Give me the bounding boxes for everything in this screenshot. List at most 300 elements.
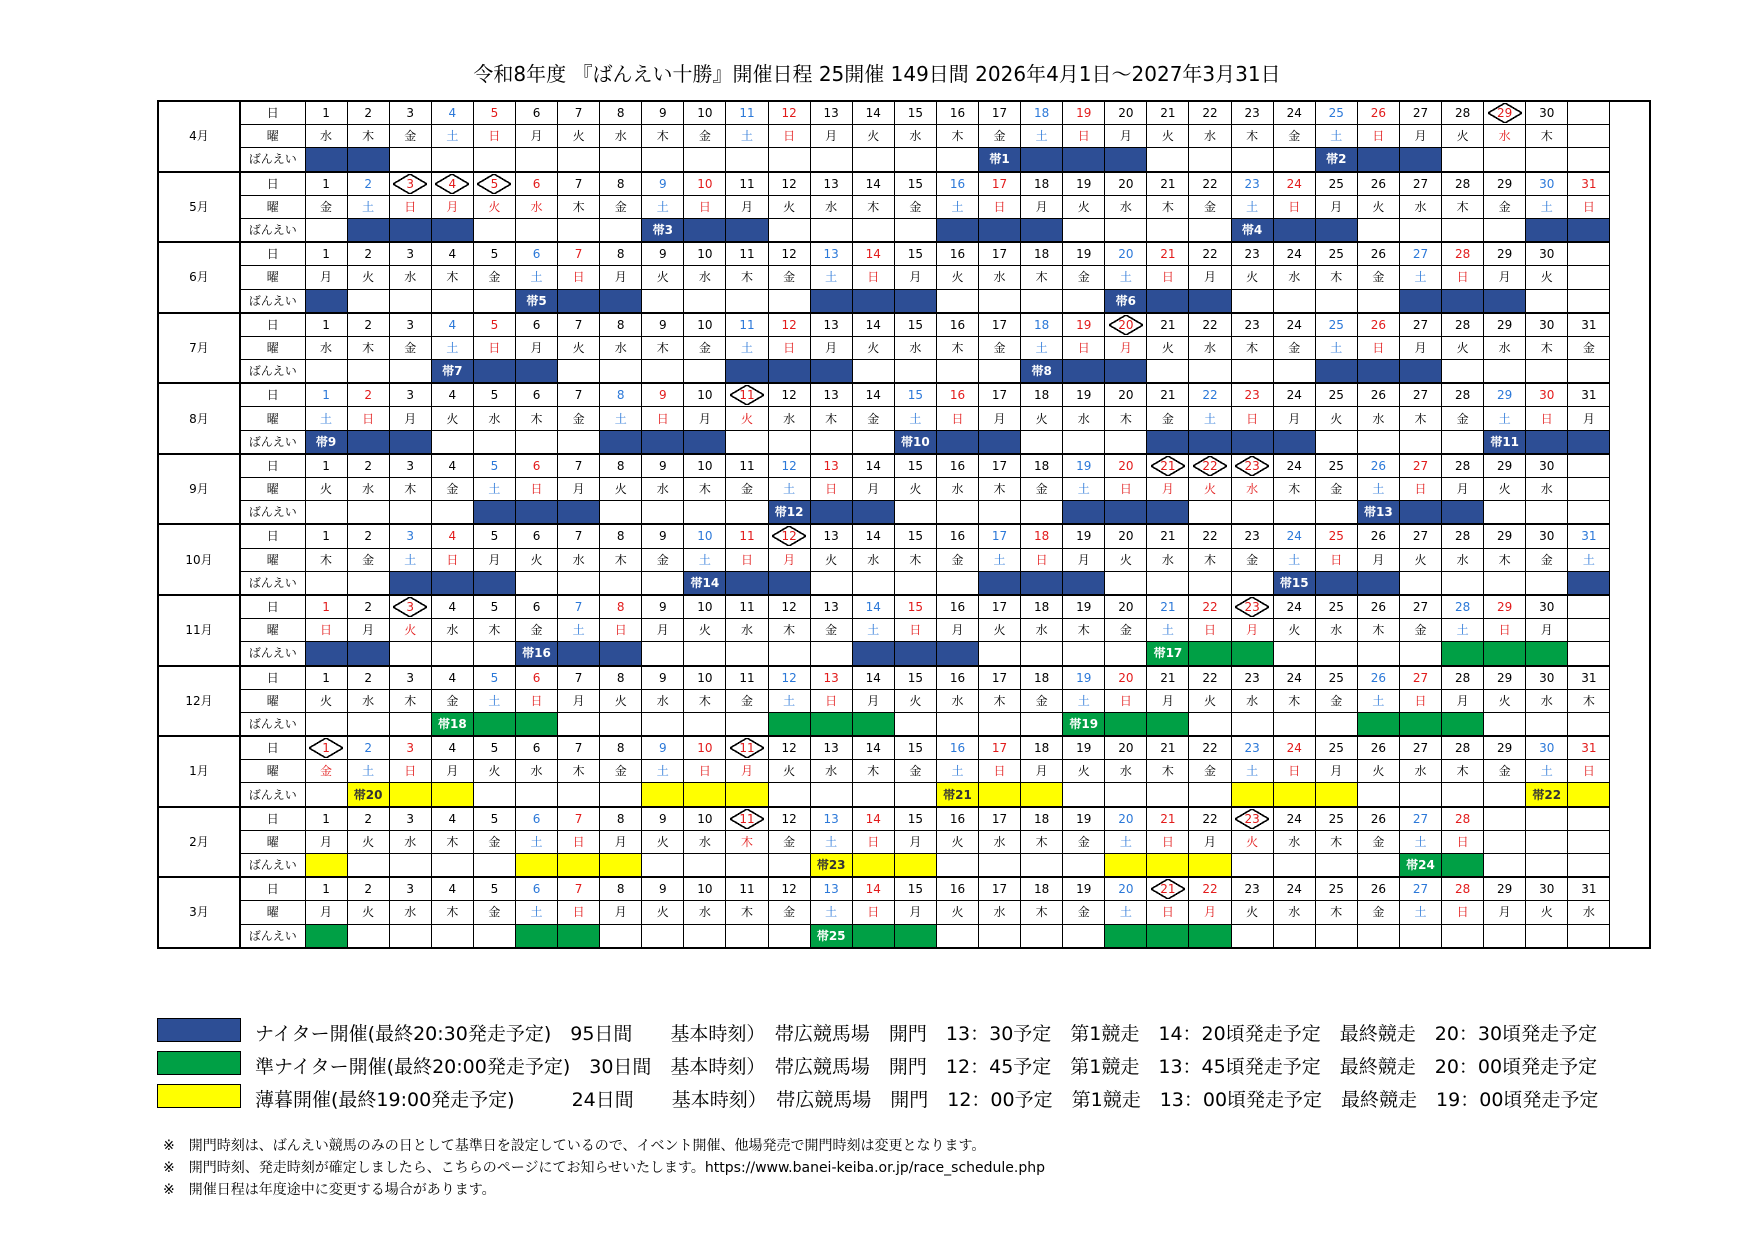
day-number: 13 — [810, 736, 852, 760]
day-number: 25 — [1315, 595, 1357, 619]
day-number — [1526, 807, 1568, 831]
day-number — [1484, 807, 1526, 831]
banei-row-label: ばんえい — [240, 571, 305, 595]
day-number: 30 — [1526, 454, 1568, 478]
race-day-cell — [852, 712, 894, 736]
race-day-cell — [1568, 360, 1610, 384]
race-day-cell — [515, 501, 557, 525]
weekday-cell: 月 — [1063, 548, 1105, 571]
day-number: 31 — [1568, 313, 1610, 337]
race-day-cell: 帯14 — [684, 571, 726, 595]
race-day-cell — [1021, 854, 1063, 878]
holiday-diamond-icon: 21 — [1151, 879, 1185, 899]
weekday-cell: 金 — [768, 830, 810, 853]
weekday-cell: 火 — [684, 619, 726, 642]
weekday-cell: 火 — [768, 195, 810, 218]
month-label: 9月 — [158, 454, 240, 525]
weekday-cell: 土 — [431, 336, 473, 359]
legend-semi-night-text: 準ナイター開催(最終20:00発走予定) 30日間 基本時刻） 帯広競馬場 開門 12：45予定 第1競走 13：45頃発走予定 最終競走 20：00頃発走予定 — [255, 1056, 1598, 1078]
day-number: 8 — [600, 101, 642, 125]
race-day-cell — [1189, 924, 1231, 948]
weekday-cell: 金 — [1357, 266, 1399, 289]
day-number: 7 — [558, 313, 600, 337]
weekday-cell: 日 — [1105, 689, 1147, 712]
weekday-cell: 日 — [1484, 619, 1526, 642]
day-number: 22 — [1189, 666, 1231, 690]
day-number: 30 — [1526, 524, 1568, 548]
race-day-cell: 帯23 — [810, 854, 852, 878]
race-day-cell — [1315, 854, 1357, 878]
weekday-cell: 日 — [515, 478, 557, 501]
weekday-cell: 木 — [810, 407, 852, 430]
day-row-label: 日 — [240, 666, 305, 690]
day-row-label: 日 — [240, 313, 305, 337]
holiday-diamond-icon: 23 — [1235, 809, 1269, 829]
day-number: 9 — [642, 313, 684, 337]
day-number: 23 — [1231, 101, 1273, 125]
weekday-cell: 月 — [979, 407, 1021, 430]
day-number: 20 — [1105, 524, 1147, 548]
race-day-cell — [1526, 854, 1568, 878]
legend-twilight-text: 薄暮開催(最終19:00発走予定) 24日間 基本時刻） 帯広競馬場 開門 12：00予定 第1競走 13：00頃発走予定 最終競走 19：00頃発走予定 — [255, 1089, 1599, 1111]
day-number: 11 — [726, 242, 768, 266]
race-day-cell — [1231, 712, 1273, 736]
race-day-cell — [1105, 712, 1147, 736]
weekday-cell: 木 — [1568, 689, 1610, 712]
day-number — [1568, 242, 1610, 266]
weekday-cell: 金 — [1442, 407, 1484, 430]
weekday-cell: 木 — [979, 689, 1021, 712]
day-number: 8 — [600, 595, 642, 619]
day-number: 20 — [1105, 242, 1147, 266]
weekday-cell: 火 — [894, 478, 936, 501]
race-day-cell — [389, 712, 431, 736]
race-day-cell — [1231, 501, 1273, 525]
race-day-cell — [1484, 218, 1526, 242]
race-day-cell — [768, 854, 810, 878]
day-number: 25 — [1315, 242, 1357, 266]
weekday-cell: 木 — [642, 125, 684, 148]
day-number: 5 — [473, 383, 515, 407]
race-day-cell — [600, 783, 642, 807]
weekday-cell: 金 — [305, 760, 347, 783]
weekday-cell: 月 — [558, 478, 600, 501]
race-day-cell — [1021, 712, 1063, 736]
weekday-cell: 月 — [1021, 195, 1063, 218]
weekday-cell: 火 — [1189, 478, 1231, 501]
race-day-cell — [1147, 218, 1189, 242]
weekday-cell: 水 — [1189, 125, 1231, 148]
day-number: 23 — [1231, 172, 1273, 196]
weekday-cell: 月 — [726, 760, 768, 783]
race-day-cell: 帯20 — [347, 783, 389, 807]
day-number: 14 — [852, 877, 894, 901]
race-day-cell — [684, 218, 726, 242]
weekday-cell: 土 — [1147, 619, 1189, 642]
race-day-cell — [642, 642, 684, 666]
race-day-cell — [1273, 783, 1315, 807]
day-number: 5 — [473, 101, 515, 125]
race-day-cell — [600, 712, 642, 736]
day-number: 10 — [684, 877, 726, 901]
weekday-cell: 金 — [979, 336, 1021, 359]
race-day-cell — [1315, 289, 1357, 313]
day-number: 11 — [726, 877, 768, 901]
day-number: 12 — [768, 313, 810, 337]
weekday-cell: 水 — [1568, 901, 1610, 924]
weekday-cell: 土 — [936, 760, 978, 783]
weekday-cell: 月 — [389, 407, 431, 430]
race-day-cell — [1147, 854, 1189, 878]
weekday-cell: 日 — [1231, 407, 1273, 430]
race-day-cell — [1442, 854, 1484, 878]
day-number: 17 — [979, 666, 1021, 690]
race-day-cell: 帯7 — [431, 360, 473, 384]
race-day-cell — [936, 642, 978, 666]
race-day-cell — [768, 924, 810, 948]
day-row-label: 日 — [240, 736, 305, 760]
weekday-cell: 水 — [1399, 760, 1441, 783]
day-number: 29 — [1484, 736, 1526, 760]
race-day-cell — [642, 712, 684, 736]
day-number: 6 — [515, 454, 557, 478]
weekday-cell: 月 — [1442, 689, 1484, 712]
holiday-diamond-icon: 23 — [1235, 456, 1269, 476]
weekday-cell: 土 — [431, 125, 473, 148]
weekday-cell: 月 — [558, 689, 600, 712]
day-number: 12 — [768, 172, 810, 196]
month-label: 7月 — [158, 313, 240, 384]
race-day-cell — [600, 218, 642, 242]
weekday-cell: 火 — [852, 336, 894, 359]
day-number: 10 — [684, 524, 726, 548]
weekday-cell: 土 — [1063, 689, 1105, 712]
month-label: 1月 — [158, 736, 240, 807]
race-day-cell — [979, 218, 1021, 242]
race-day-cell: 帯2 — [1315, 148, 1357, 172]
race-day-cell — [389, 430, 431, 454]
day-number: 30 — [1526, 313, 1568, 337]
day-number — [1568, 454, 1610, 478]
day-row-label: 日 — [240, 595, 305, 619]
day-number: 30 — [1526, 595, 1568, 619]
race-day-cell — [726, 360, 768, 384]
weekday-cell: 土 — [684, 548, 726, 571]
race-day-cell — [1568, 218, 1610, 242]
weekday-cell: 金 — [473, 901, 515, 924]
day-number: 14 — [852, 524, 894, 548]
race-day-cell — [979, 642, 1021, 666]
race-day-cell — [726, 289, 768, 313]
race-day-cell — [473, 571, 515, 595]
race-day-cell — [558, 642, 600, 666]
day-number: 3 — [389, 877, 431, 901]
day-number: 2 — [347, 736, 389, 760]
day-number: 15 — [894, 454, 936, 478]
race-day-cell — [558, 360, 600, 384]
weekday-cell: 月 — [600, 830, 642, 853]
race-day-cell — [894, 148, 936, 172]
weekday-cell: 月 — [684, 407, 726, 430]
holiday-diamond-icon: 21 — [1151, 456, 1185, 476]
weekday-cell: 月 — [1484, 901, 1526, 924]
weekday-cell: 木 — [936, 336, 978, 359]
race-day-cell — [768, 712, 810, 736]
race-day-cell: 帯12 — [768, 501, 810, 525]
weekday-cell: 水 — [1231, 478, 1273, 501]
weekday-cell: 木 — [726, 830, 768, 853]
day-number: 17 — [979, 595, 1021, 619]
race-day-cell — [979, 289, 1021, 313]
weekday-cell: 金 — [1189, 195, 1231, 218]
race-day-cell — [852, 924, 894, 948]
weekday-cell: 月 — [1021, 760, 1063, 783]
weekday-cell: 土 — [768, 478, 810, 501]
race-day-cell — [1315, 924, 1357, 948]
race-day-cell: 帯13 — [1357, 501, 1399, 525]
day-number: 13 — [810, 172, 852, 196]
race-day-cell — [473, 501, 515, 525]
weekday-cell: 日 — [768, 125, 810, 148]
weekday-cell: 金 — [768, 901, 810, 924]
weekday-cell: 月 — [305, 901, 347, 924]
day-number: 3 — [389, 524, 431, 548]
day-number: 15 — [894, 736, 936, 760]
race-day-cell — [558, 289, 600, 313]
weekday-cell: 火 — [389, 619, 431, 642]
day-number: 1 — [305, 877, 347, 901]
holiday-diamond-icon: 11 — [730, 385, 764, 405]
holiday-diamond-icon: 3 — [393, 597, 427, 617]
day-number: 29 — [1484, 595, 1526, 619]
day-number: 31 — [1568, 666, 1610, 690]
weekday-cell: 水 — [894, 336, 936, 359]
race-day-cell — [515, 854, 557, 878]
day-number: 17 — [979, 383, 1021, 407]
weekday-cell: 水 — [558, 548, 600, 571]
day-number: 9 — [642, 101, 684, 125]
weekday-cell: 土 — [1189, 407, 1231, 430]
legend-night-swatch — [157, 1018, 241, 1042]
race-day-cell: 帯10 — [894, 430, 936, 454]
weekday-cell: 火 — [1231, 830, 1273, 853]
weekday-cell: 火 — [431, 407, 473, 430]
race-day-cell — [1568, 501, 1610, 525]
race-day-cell — [515, 148, 557, 172]
race-day-cell — [1526, 148, 1568, 172]
day-number: 16 — [936, 101, 978, 125]
weekday-cell: 火 — [515, 548, 557, 571]
race-day-cell — [1063, 642, 1105, 666]
weekday-cell: 水 — [1147, 548, 1189, 571]
race-day-cell — [642, 148, 684, 172]
race-day-cell — [1189, 854, 1231, 878]
weekday-cell: 金 — [389, 336, 431, 359]
day-number: 26 — [1357, 242, 1399, 266]
weekday-cell: 月 — [600, 266, 642, 289]
race-day-cell — [852, 218, 894, 242]
weekday-cell: 木 — [1189, 548, 1231, 571]
weekday-cell: 水 — [768, 407, 810, 430]
page-title: 令和8年度 『ばんえい十勝』開催日程 25開催 149日間 2026年4月1日～2027年3月31日 — [473, 62, 1281, 86]
weekday-cell: 月 — [515, 336, 557, 359]
day-number: 3 — [389, 242, 431, 266]
race-day-cell — [1021, 924, 1063, 948]
weekday-cell: 火 — [768, 760, 810, 783]
day-number: 1 — [305, 807, 347, 831]
race-day-cell — [894, 642, 936, 666]
legend-semi-night — [157, 1051, 1754, 1078]
weekday-cell: 土 — [768, 689, 810, 712]
weekday-cell: 火 — [642, 266, 684, 289]
weekday-cell: 土 — [515, 830, 557, 853]
race-day-cell — [726, 924, 768, 948]
day-number: 1 — [305, 313, 347, 337]
race-day-cell: 帯11 — [1484, 430, 1526, 454]
month-label: 3月 — [158, 877, 240, 948]
race-day-cell — [1147, 148, 1189, 172]
race-day-cell — [1399, 289, 1441, 313]
banei-row-label: ばんえい — [240, 360, 305, 384]
race-day-cell — [936, 571, 978, 595]
holiday-diamond-icon: 5 — [477, 174, 511, 194]
race-day-cell — [1315, 501, 1357, 525]
race-day-cell — [684, 289, 726, 313]
weekday-row-label: 曜 — [240, 195, 305, 218]
weekday-cell: 木 — [936, 125, 978, 148]
weekday-cell — [1568, 125, 1610, 148]
weekday-cell: 火 — [558, 336, 600, 359]
day-number: 15 — [894, 242, 936, 266]
day-number: 13 — [810, 383, 852, 407]
weekday-cell: 火 — [305, 689, 347, 712]
day-number: 5 — [473, 736, 515, 760]
race-day-cell — [768, 642, 810, 666]
weekday-cell: 金 — [1021, 689, 1063, 712]
race-day-cell — [936, 430, 978, 454]
race-day-cell — [1357, 430, 1399, 454]
day-number: 7 — [558, 595, 600, 619]
day-number: 16 — [936, 313, 978, 337]
banei-row-label: ばんえい — [240, 218, 305, 242]
day-number: 7 — [558, 383, 600, 407]
race-day-cell — [1484, 854, 1526, 878]
weekday-cell: 月 — [600, 901, 642, 924]
weekday-cell: 日 — [1147, 830, 1189, 853]
race-day-cell — [852, 360, 894, 384]
weekday-cell: 金 — [1357, 830, 1399, 853]
race-day-cell — [1399, 148, 1441, 172]
race-day-cell — [473, 642, 515, 666]
race-day-cell — [1442, 289, 1484, 313]
day-number: 28 — [1442, 172, 1484, 196]
weekday-cell: 日 — [431, 548, 473, 571]
weekday-cell: 金 — [473, 830, 515, 853]
race-day-cell — [852, 289, 894, 313]
weekday-cell: 木 — [1231, 336, 1273, 359]
day-row-label: 日 — [240, 877, 305, 901]
day-number: 5 — [473, 454, 515, 478]
day-number: 27 — [1399, 242, 1441, 266]
day-number — [768, 524, 810, 548]
day-number — [1189, 454, 1231, 478]
footnote: ※ 開催日程は年度途中に変更する場合があります。 — [163, 1182, 496, 1198]
day-number: 8 — [600, 313, 642, 337]
schedule-calendar-table — [157, 100, 1651, 949]
weekday-cell: 水 — [1315, 619, 1357, 642]
race-day-cell — [1399, 430, 1441, 454]
day-number: 13 — [810, 101, 852, 125]
day-number: 5 — [473, 313, 515, 337]
weekday-cell: 水 — [1484, 336, 1526, 359]
weekday-cell — [1568, 266, 1610, 289]
race-day-cell — [894, 360, 936, 384]
weekday-cell: 木 — [684, 478, 726, 501]
race-day-cell — [1399, 218, 1441, 242]
weekday-cell: 日 — [515, 689, 557, 712]
race-day-cell: 帯16 — [515, 642, 557, 666]
race-day-cell — [558, 783, 600, 807]
weekday-cell: 木 — [894, 548, 936, 571]
legend-night-text: ナイター開催(最終20:30発走予定) 95日間 基本時刻） 帯広競馬場 開門 13：30予定 第1競走 14：20頃発走予定 最終競走 20：30頃発走予定 — [255, 1023, 1598, 1045]
race-day-cell: 帯17 — [1147, 642, 1189, 666]
weekday-cell: 火 — [473, 760, 515, 783]
race-day-cell — [726, 854, 768, 878]
day-number: 17 — [979, 807, 1021, 831]
weekday-cell: 木 — [1105, 407, 1147, 430]
day-number: 17 — [979, 454, 1021, 478]
weekday-cell: 土 — [852, 619, 894, 642]
race-day-cell — [936, 712, 978, 736]
weekday-cell: 木 — [642, 336, 684, 359]
weekday-cell: 金 — [1273, 125, 1315, 148]
weekday-cell: 木 — [347, 125, 389, 148]
race-day-cell — [1484, 924, 1526, 948]
day-number: 20 — [1105, 736, 1147, 760]
race-day-cell: 帯22 — [1526, 783, 1568, 807]
day-number: 13 — [810, 524, 852, 548]
race-day-cell — [431, 783, 473, 807]
weekday-cell: 火 — [1231, 266, 1273, 289]
weekday-cell: 土 — [515, 266, 557, 289]
banei-row-label: ばんえい — [240, 642, 305, 666]
race-day-cell — [979, 924, 1021, 948]
day-number: 23 — [1231, 666, 1273, 690]
race-day-cell — [600, 924, 642, 948]
weekday-cell: 月 — [1105, 336, 1147, 359]
race-day-cell — [1357, 289, 1399, 313]
weekday-cell: 金 — [1399, 619, 1441, 642]
day-number: 24 — [1273, 172, 1315, 196]
weekday-cell: 木 — [558, 195, 600, 218]
day-number: 17 — [979, 313, 1021, 337]
day-number — [1568, 101, 1610, 125]
holiday-diamond-icon: 23 — [1235, 597, 1269, 617]
weekday-cell: 日 — [810, 478, 852, 501]
race-day-cell — [1105, 783, 1147, 807]
weekday-cell: 日 — [347, 407, 389, 430]
weekday-cell: 木 — [1147, 760, 1189, 783]
weekday-cell: 土 — [1273, 548, 1315, 571]
race-day-cell — [684, 924, 726, 948]
weekday-cell: 土 — [642, 760, 684, 783]
race-day-cell — [1568, 148, 1610, 172]
day-number: 29 — [1484, 242, 1526, 266]
weekday-row-label: 曜 — [240, 689, 305, 712]
race-day-cell — [1357, 148, 1399, 172]
day-number: 23 — [1231, 383, 1273, 407]
race-day-cell — [979, 360, 1021, 384]
